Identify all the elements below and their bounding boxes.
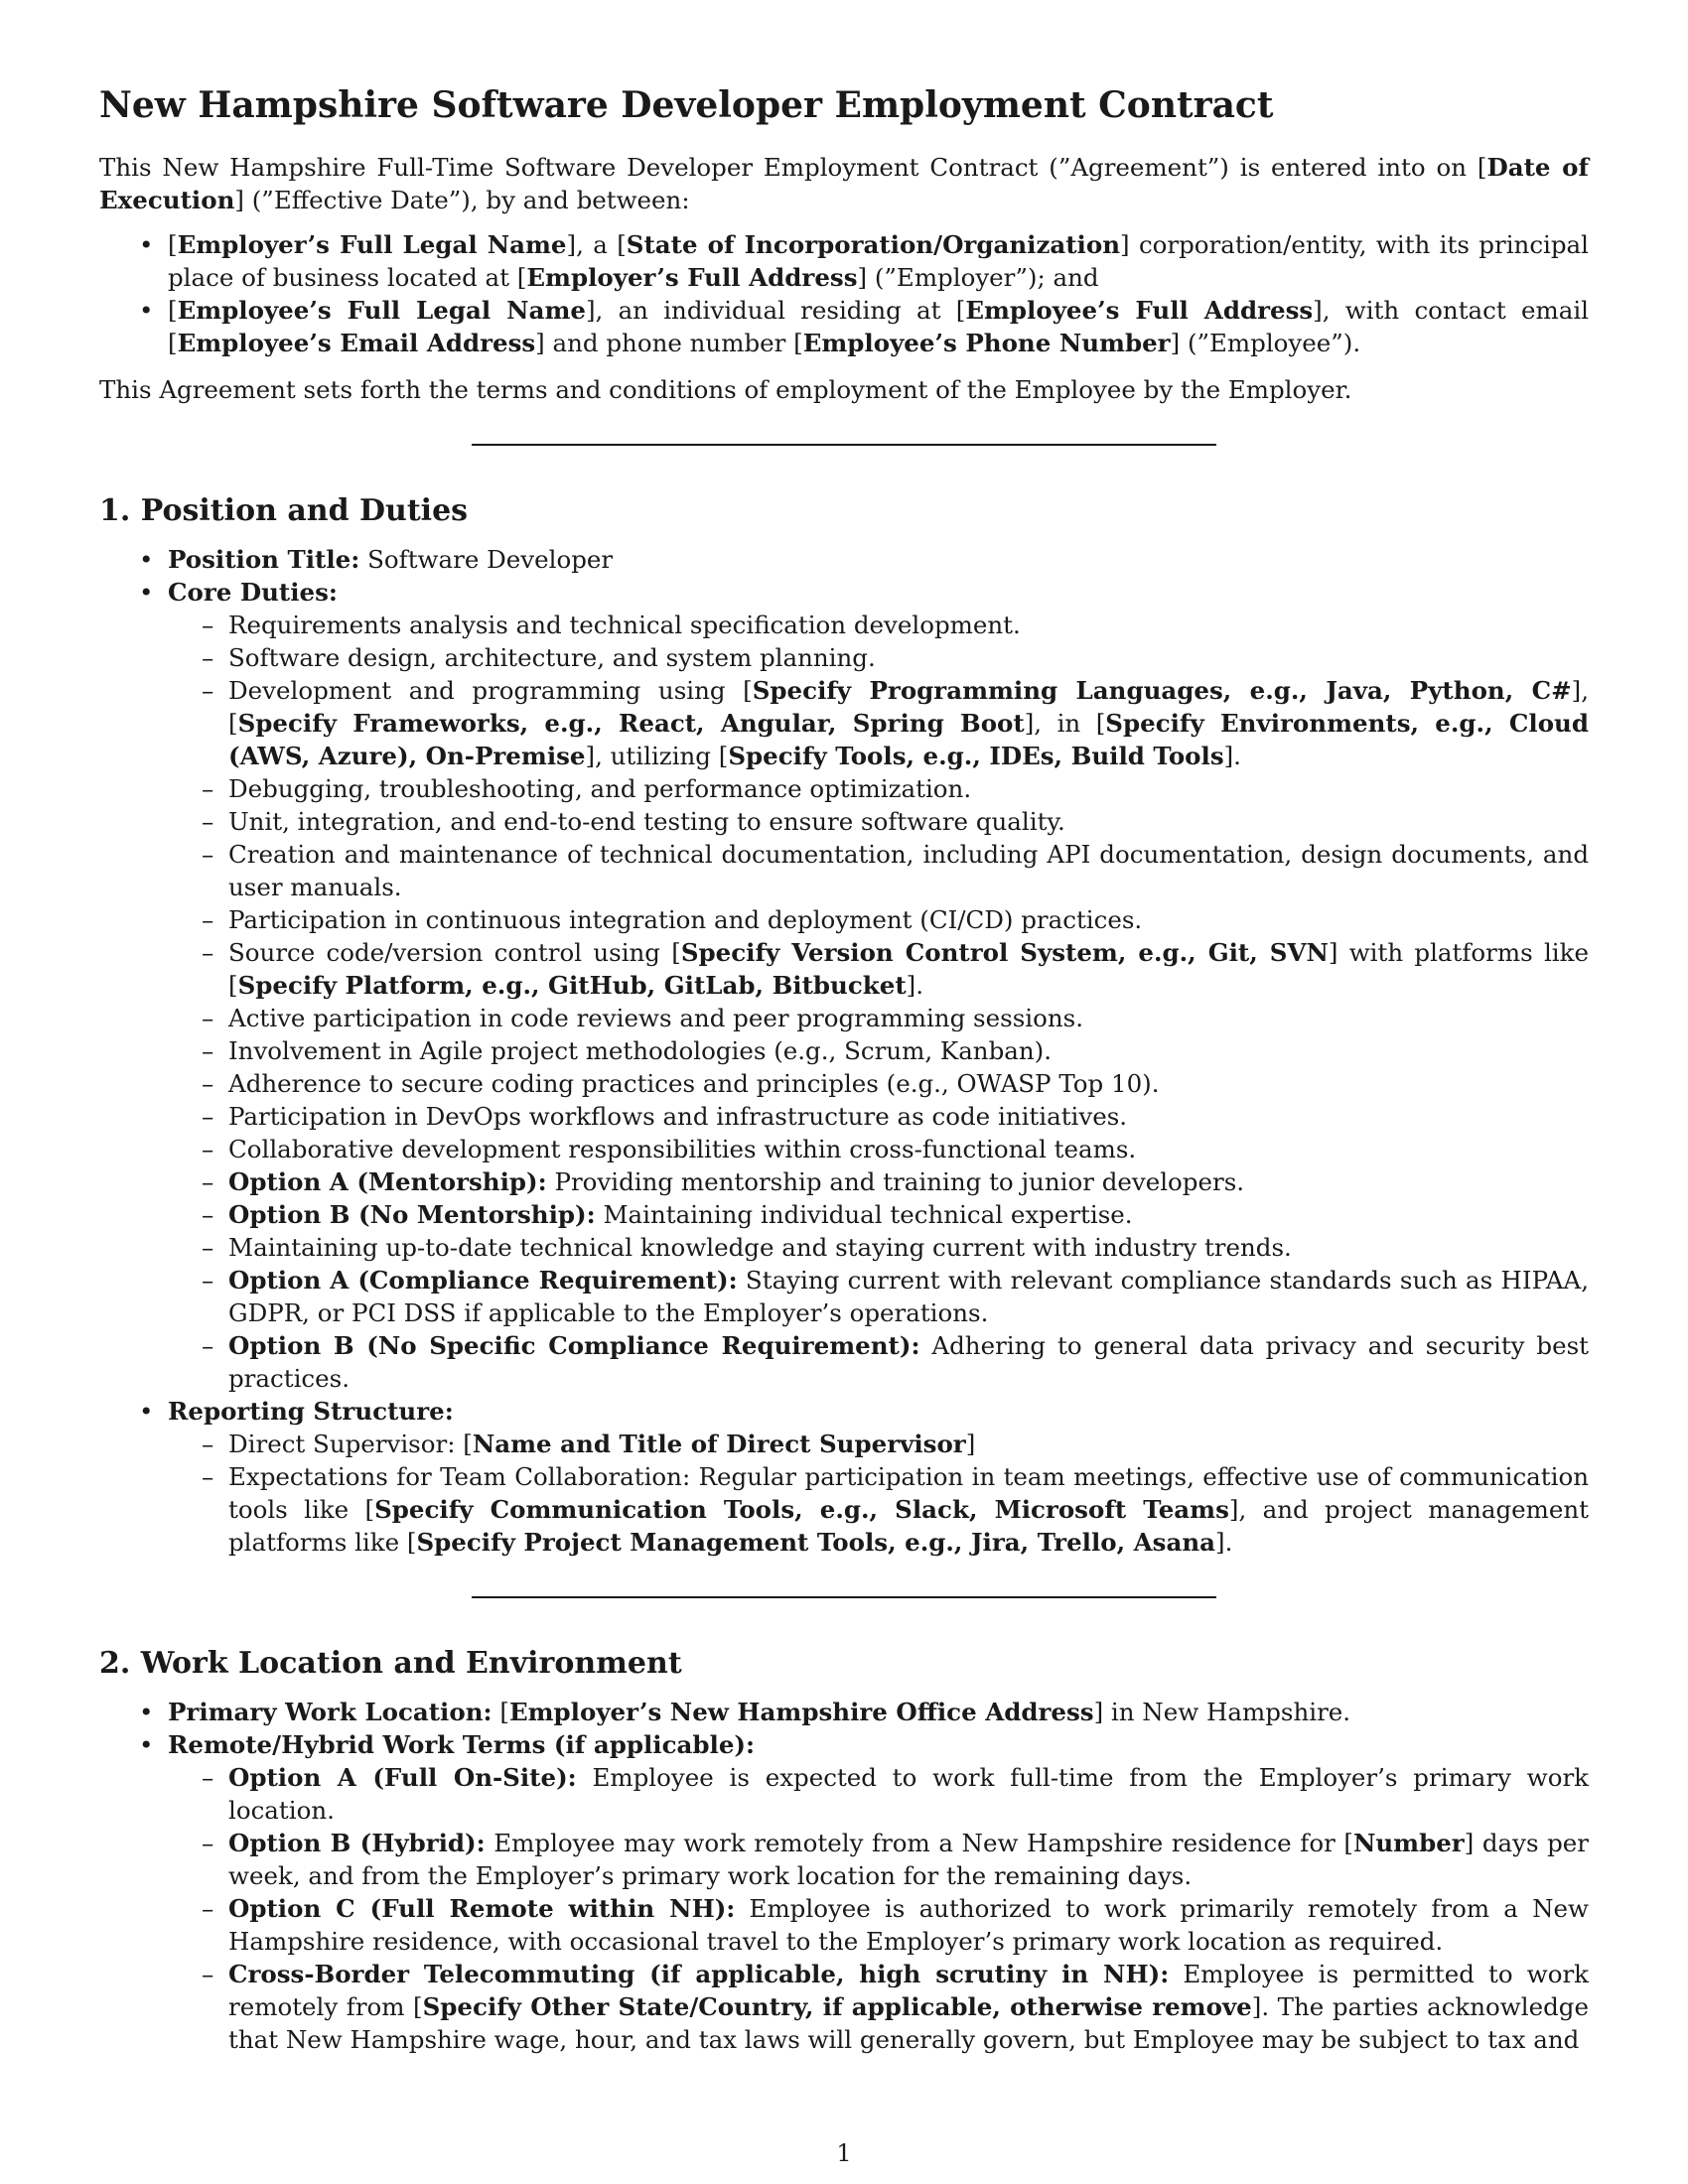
section-1-list xyxy=(99,543,1589,1559)
duty-item: – Involvement in Agile project methodologies (e.g., Scrum, Kanban). xyxy=(228,1034,1589,1067)
parties-list xyxy=(99,228,1589,359)
option-item: – Option B (Hybrid): Employee may work remotely from a New Hampshire residence for [Number] days per week, and from the Employer’s primary work location for the remaining days. xyxy=(228,1827,1589,1892)
reporting-item: – Expectations for Team Collaboration: Regular participation in team meetings, effective use of communication tools like [Specify Communication Tools, e.g., Slack, Microsoft Teams], and project management platforms like [Specify Project Management Tools, e.g., Jira, Trello, Asana]. xyxy=(228,1460,1589,1559)
section-2-title: 2. Work Location and Environment xyxy=(99,1646,682,1681)
document-page xyxy=(99,81,1589,2056)
duty-item: – Participation in DevOps workflows and infrastructure as code initiatives. xyxy=(228,1100,1589,1133)
core-duties-item: • Core Duties: – Requirements analysis and technical specification development. – Software design, architecture, and system planning. – Development and programming using [Specify Programming Languages, e.g., Java, Python, C#], [Specify Frameworks, e.g., React, Angular, Spring Boot], in [Specify Environments, e.g., Cloud (AWS, Azure), On-Premise], utilizing [Specify Tools, e.g., IDEs, Build Tools]. – Debugging, troubleshooting, and performance optimization. – Unit, integration, and end-to-end testing to ensure software quality. – Creation and maintenance of technical documentation, including API documentation, design documents, and user manuals. – Participation in continuous integration and deployment (CI/CD) practices. – Source code/version control using [Specify Version Control System, e.g., Git, SVN] with platforms like [Specify Platform, e.g., GitHub, GitLab, Bitbucket]. – Active participation in code reviews and peer programming sessions. – Involvement in Agile project methodologies (e.g., Scrum, Kanban). – Adherence to secure coding practices and principles (e.g., OWASP Top 10). – Participation in DevOps workflows and infrastructure as code initiatives. – Collaborative development responsibilities within cross-functional teams. – Option A (Mentorship): Providing mentorship and training to junior developers. – Option B (No Mentorship): Maintaining individual technical expertise. – Maintaining up-to-date technical knowledge and staying current with industry trends. – Option A (Compliance Requirement): Staying current with relevant compliance standards such as HIPAA, GDPR, or PCI DSS if applicable to the Employer’s operations. – Option B (No Specific Compliance Requirement): Adhering to general data privacy and security best practices. xyxy=(168,576,1589,1395)
agreement-purpose: This Agreement sets forth the terms and conditions of employment of the Employee by the Employer. xyxy=(99,375,1352,404)
duty-item: – Development and programming using [Specify Programming Languages, e.g., Java, Python, C#], [Specify Frameworks, e.g., React, Angular, Spring Boot], in [Specify Environments, e.g., Cloud (AWS, Azure), On-Premise], utilizing [Specify Tools, e.g., IDEs, Build Tools]. xyxy=(228,674,1589,772)
reporting-structure-item: • Reporting Structure: – Direct Supervisor: [Name and Title of Direct Supervisor] – Expectations for Team Collaboration: Regular participation in team meetings, effective use of communication tools like [Specify Communication Tools, e.g., Slack, Microsoft Teams], and project management platforms like [Specify Project Management Tools, e.g., Jira, Trello, Asana]. xyxy=(168,1395,1589,1559)
remote-terms-item: • Remote/Hybrid Work Terms (if applicable): – Option A (Full On-Site): Employee is expected to work full-time from the Employer’s primary work location. – Option B (Hybrid): Employee may work remotely from a New Hampshire residence for [Number] days per week, and from the Employer’s primary work location for the remaining days. – Option C (Full Remote within NH): Employee is authorized to work primarily remotely from a New Hampshire residence, with occasional travel to the Employer’s primary work location as required. – Cross-Border Telecommuting (if applicable, high scrutiny in NH): Employee is permitted to work remotely from [Specify Other State/Country, if applicable, otherwise remove]. The parties acknowledge that New Hampshire wage, hour, and tax laws will generally govern, but Employee may be subject to tax and xyxy=(168,1728,1589,2056)
duty-item: – Adherence to secure coding practices and principles (e.g., OWASP Top 10). xyxy=(228,1067,1589,1100)
execution-date-placeholder: Date of Execution xyxy=(99,153,1589,214)
duty-item: – Unit, integration, and end-to-end testing to ensure software quality. xyxy=(228,805,1589,838)
core-duties-list xyxy=(168,609,1589,1395)
party-employer: • [Employer’s Full Legal Name], a [State of Incorporation/Organization] corporation/entity, with its principal place of business located at [Employer’s Full Address] (”Employer”); and xyxy=(168,228,1589,294)
section-divider xyxy=(472,1596,1216,1598)
page-number: 1 xyxy=(836,2139,852,2167)
duty-item: – Option B (No Specific Compliance Requirement): Adhering to general data privacy and security best practices. xyxy=(228,1329,1589,1395)
intro-paragraph: This New Hampshire Full-Time Software Developer Employment Contract (”Agreement”) is entered into on [Date of Execution] (”Effective Date”), by and between: xyxy=(99,153,1589,214)
duty-item: – Software design, architecture, and system planning. xyxy=(228,641,1589,674)
option-item: – Option C (Full Remote within NH): Employee is authorized to work primarily remotely from a New Hampshire residence, with occasional travel to the Employer’s primary work location as required. xyxy=(228,1892,1589,1958)
duty-item: – Collaborative development responsibilities within cross-functional teams. xyxy=(228,1133,1589,1165)
duty-item: – Debugging, troubleshooting, and performance optimization. xyxy=(228,772,1589,805)
duty-item: – Creation and maintenance of technical documentation, including API documentation, design documents, and user manuals. xyxy=(228,838,1589,903)
duty-item: – Source code/version control using [Specify Version Control System, e.g., Git, SVN] with platforms like [Specify Platform, e.g., GitHub, GitLab, Bitbucket]. xyxy=(228,936,1589,1002)
duty-item: – Requirements analysis and technical specification development. xyxy=(228,609,1589,641)
primary-location-item: • Primary Work Location: [Employer’s New Hampshire Office Address] in New Hampshire. xyxy=(168,1696,1589,1728)
duty-item: – Option A (Compliance Requirement): Staying current with relevant compliance standards such as HIPAA, GDPR, or PCI DSS if applicable to the Employer’s operations. xyxy=(228,1264,1589,1329)
reporting-list xyxy=(168,1428,1589,1559)
duty-item: – Participation in continuous integration and deployment (CI/CD) practices. xyxy=(228,903,1589,936)
position-title-item: • Position Title: Software Developer xyxy=(168,543,1589,576)
option-item: – Option A (Full On-Site): Employee is expected to work full-time from the Employer’s primary work location. xyxy=(228,1761,1589,1827)
party-employee: • [Employee’s Full Legal Name], an individual residing at [Employee’s Full Address], with contact email [Employee’s Email Address] and phone number [Employee’s Phone Number] (”Employee”). xyxy=(168,294,1589,359)
section-divider xyxy=(472,444,1216,446)
duty-item: – Option B (No Mentorship): Maintaining individual technical expertise. xyxy=(228,1198,1589,1231)
option-item: – Cross-Border Telecommuting (if applicable, high scrutiny in NH): Employee is permitted to work remotely from [Specify Other State/Country, if applicable, otherwise remove]. The parties acknowledge that New Hampshire wage, hour, and tax laws will generally govern, but Employee may be subject to tax and xyxy=(228,1958,1589,2056)
duty-item: – Option A (Mentorship): Providing mentorship and training to junior developers. xyxy=(228,1165,1589,1198)
section-2-list xyxy=(99,1696,1589,2056)
reporting-item: – Direct Supervisor: [Name and Title of Direct Supervisor] xyxy=(228,1428,1589,1460)
duty-item: – Maintaining up-to-date technical knowledge and staying current with industry trends. xyxy=(228,1231,1589,1264)
duty-item: – Active participation in code reviews and peer programming sessions. xyxy=(228,1002,1589,1034)
section-1-title: 1. Position and Duties xyxy=(99,493,469,528)
remote-options-list xyxy=(168,1761,1589,2056)
document-title: New Hampshire Software Developer Employment Contract xyxy=(99,84,1274,126)
